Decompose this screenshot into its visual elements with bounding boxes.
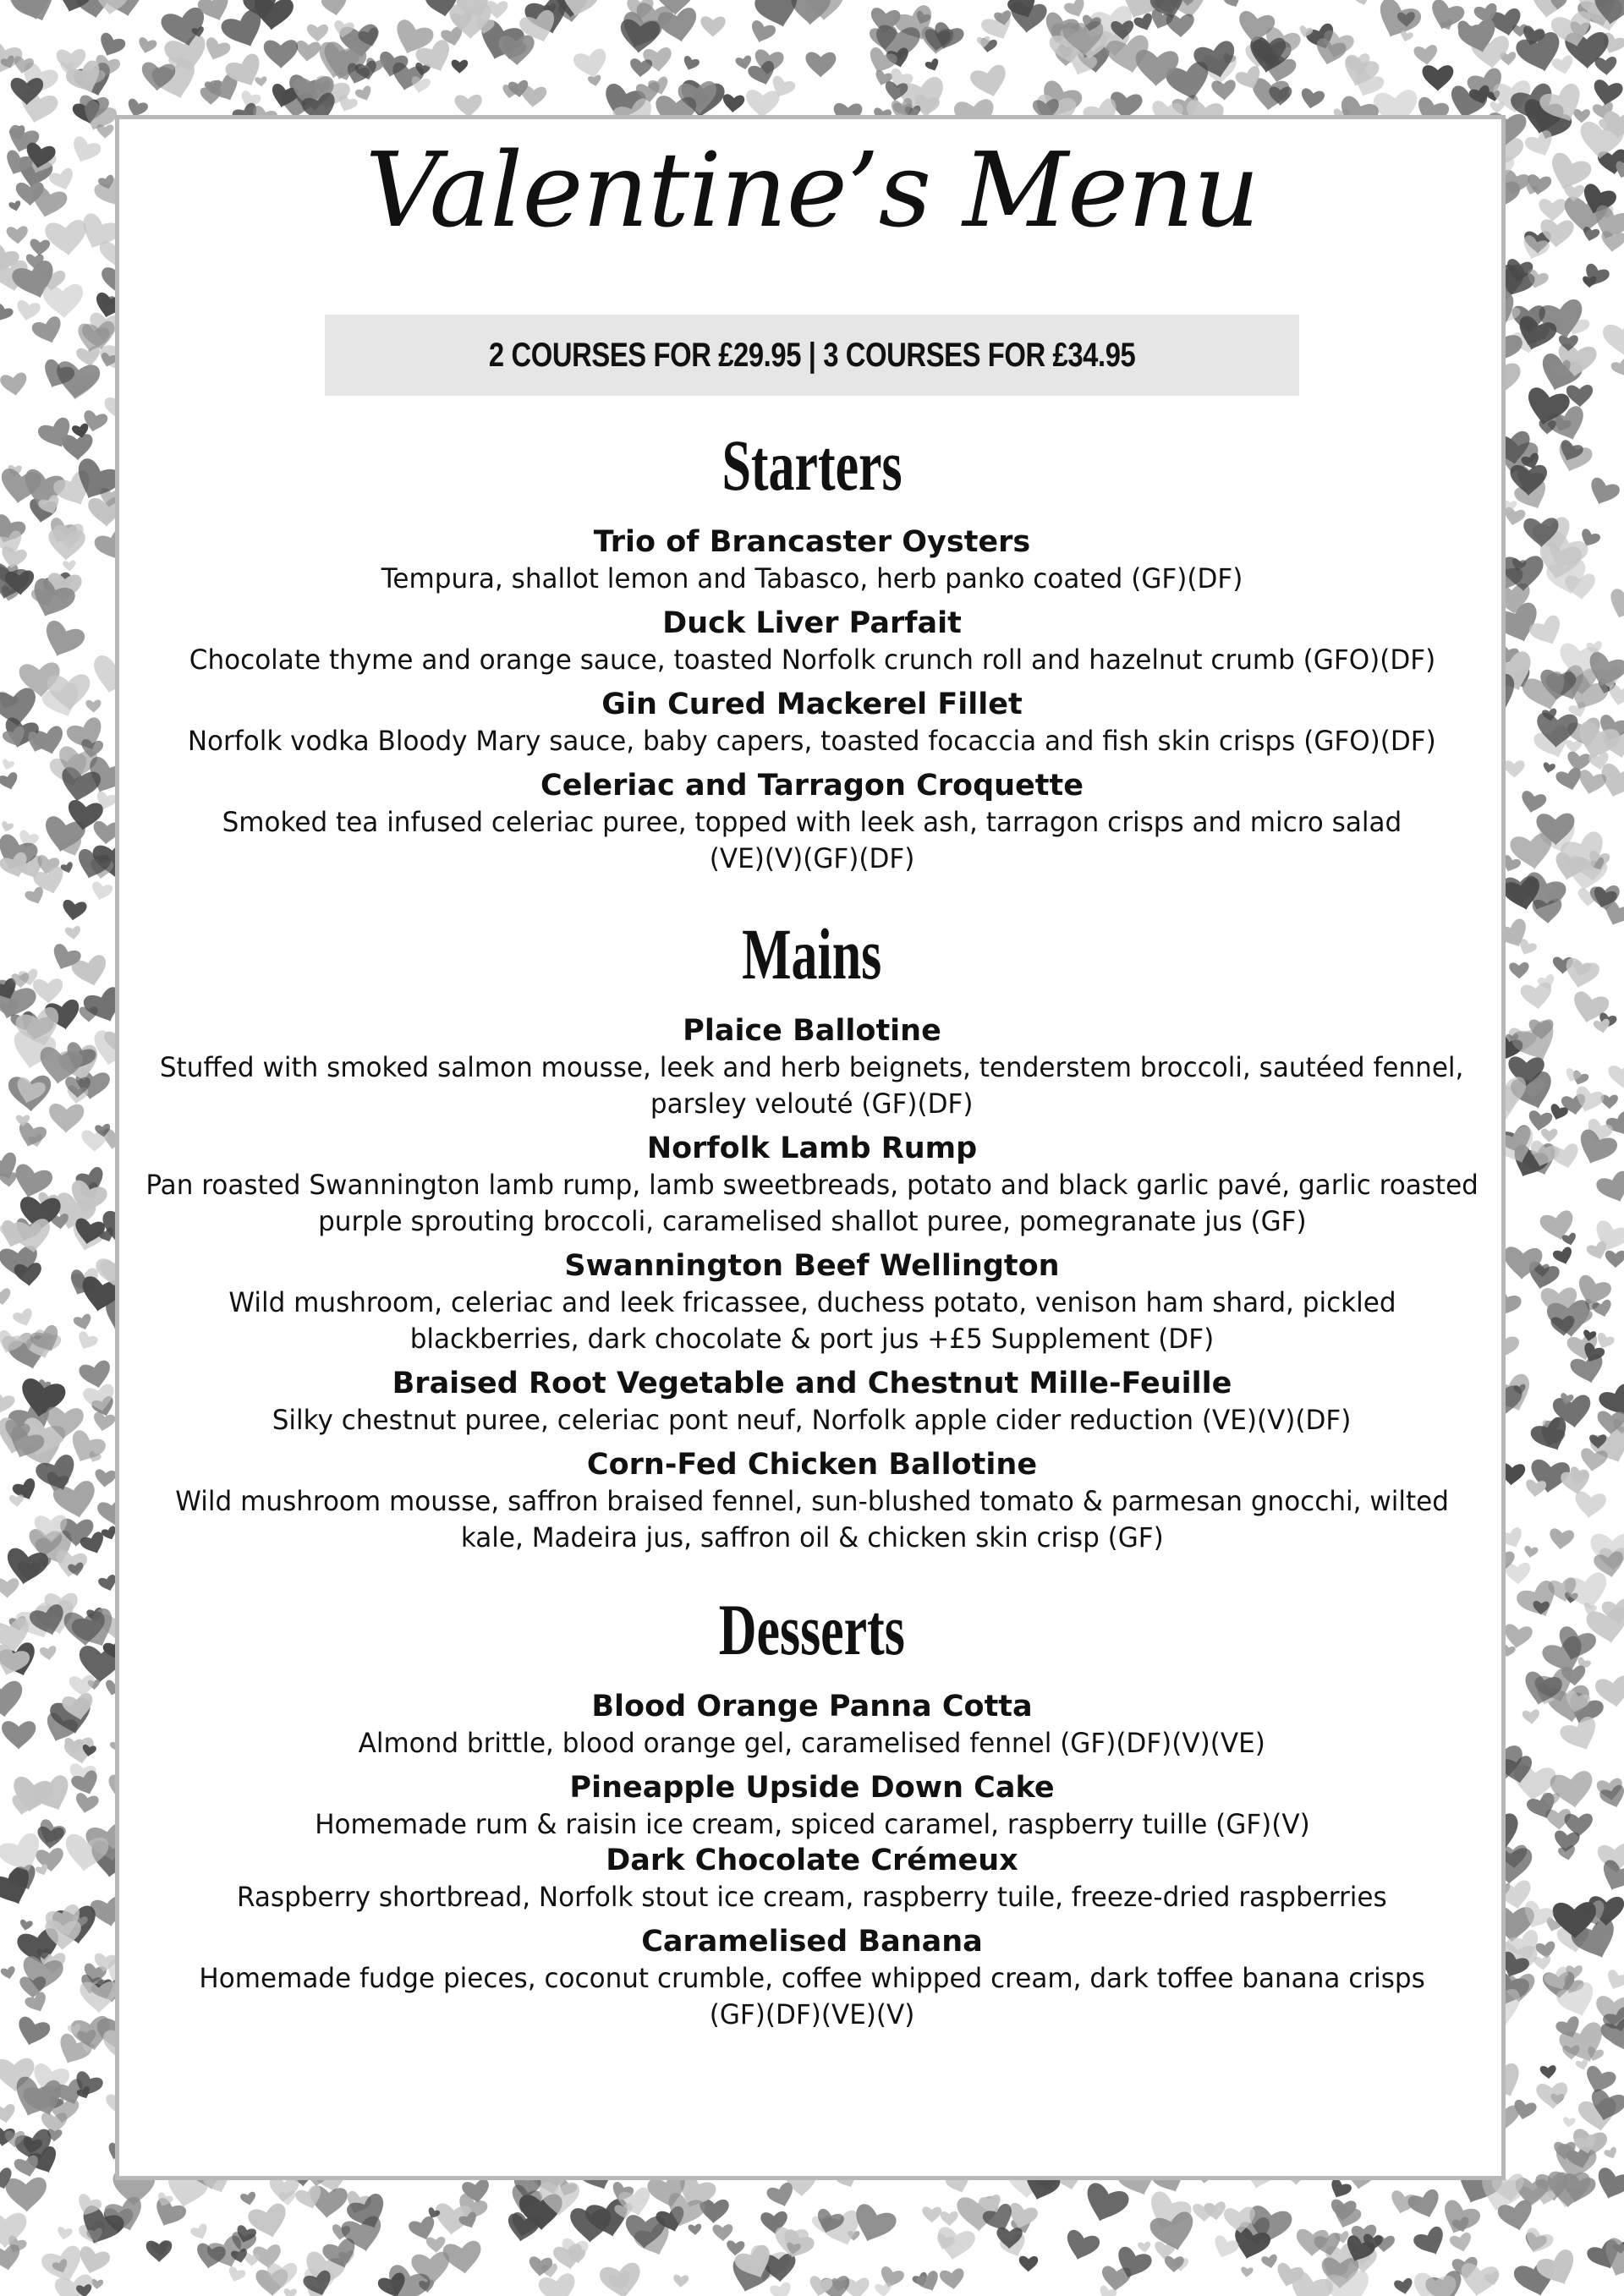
item-description: Stuffed with smoked salmon mousse, leek and herb beignets, tenderstem broccoli, sautéed fennel, (160, 1051, 1464, 1083)
menu-item (0, 524, 1624, 597)
heart-icon (1550, 54, 1575, 76)
menu-item (0, 1689, 1624, 1762)
heart-icon (1566, 385, 1594, 408)
heart-icon (5, 2177, 47, 2212)
heart-icon (294, 40, 321, 63)
heart-icon (537, 2272, 579, 2296)
heart-icon (1436, 2198, 1482, 2240)
item-name: Gin Cured Mackerel Fillet (601, 688, 1023, 721)
item-description: Tempura, shallot lemon and Tabasco, herb panko coated (GF)(DF) (381, 562, 1243, 595)
heart-icon (805, 52, 836, 77)
heart-icon (201, 36, 232, 64)
item-description: Homemade fudge pieces, coconut crumble, coffee whipped cream, dark toffee banana crisps (199, 1962, 1425, 1994)
heart-icon (875, 2282, 892, 2296)
heart-icon (629, 58, 653, 78)
heart-icon (255, 76, 267, 87)
heart-icon (1166, 14, 1194, 38)
heart-icon (700, 16, 726, 37)
heart-icon (1371, 0, 1424, 45)
item-name: Duck Liver Parfait (662, 606, 962, 640)
item-description: blackberries, dark chocolate & port jus +£5 Supplement (DF) (409, 1323, 1215, 1355)
heart-icon (769, 2281, 793, 2296)
heart-icon (426, 2237, 446, 2254)
item-description: (VE)(V)(GF)(DF) (709, 842, 915, 874)
item-description: Wild mushroom, celeriac and leek fricassee, duchess potato, venison ham shard, pickled (228, 1286, 1396, 1318)
heart-icon (442, 2240, 484, 2277)
desserts-section (0, 1587, 1624, 2033)
heart-icon (1573, 109, 1590, 123)
heart-icon (452, 60, 469, 74)
heart-icon (1299, 87, 1325, 111)
menu-title: Valentine’s Menu (365, 130, 1259, 250)
heart-icon (922, 2206, 941, 2222)
heart-icon (1393, 2277, 1414, 2296)
heart-icon (239, 2191, 257, 2206)
heart-icon (1019, 2256, 1039, 2272)
item-description: Norfolk vodka Bloody Mary sauce, baby capers, toasted focaccia and fish skin crisps (GFO)(DF) (188, 725, 1436, 757)
heart-icon (1062, 2228, 1101, 2264)
item-name: Caramelised Banana (641, 1925, 983, 1959)
heart-icon (1562, 2117, 1576, 2129)
heart-icon (91, 2279, 103, 2290)
heart-icon (1413, 44, 1439, 66)
menu-item (0, 1924, 1624, 2033)
heart-icon (939, 2268, 966, 2292)
heart-icon (1261, 2254, 1280, 2270)
menu-item (0, 1248, 1624, 1357)
item-name: Plaice Ballotine (683, 1014, 941, 1048)
mains-section (0, 912, 1624, 1556)
item-description: Chocolate thyme and orange sauce, toasted Norfolk crunch roll and hazelnut crumb (GFO)(DF) (189, 644, 1435, 676)
heart-icon (1240, 2266, 1253, 2277)
heart-icon (1603, 2146, 1619, 2161)
heart-icon (1079, 2181, 1131, 2228)
heart-icon (1610, 357, 1624, 379)
heart-icon (56, 2226, 73, 2241)
item-name: Trio of Brancaster Oysters (593, 525, 1031, 559)
item-description: purple sprouting broccoli, caramelised shallot puree, pomegranate jus (GF) (317, 1205, 1307, 1237)
item-description: Raspberry shortbread, Norfolk stout ice cream, raspberry tuile, freeze-dried raspberries (237, 1881, 1387, 1913)
heart-icon (673, 2275, 689, 2288)
item-name: Norfolk Lamb Rump (646, 1132, 978, 1165)
heart-icon (1521, 2226, 1555, 2258)
menu-item (0, 1447, 1624, 1556)
heart-icon (1592, 2166, 1624, 2204)
heart-icon (42, 283, 85, 319)
menu-item (0, 1013, 1624, 1122)
item-name: Blood Orange Panna Cotta (591, 1690, 1033, 1723)
item-name: Braised Root Vegetable and Chestnut Mille-Feuille (392, 1367, 1232, 1400)
heart-icon (1536, 2082, 1569, 2110)
item-description: kale, Madeira jus, saffron oil & chicken skin crisp (GF) (460, 1521, 1164, 1553)
starters-section (0, 423, 1624, 877)
heart-icon (924, 58, 941, 74)
heart-icon (1138, 2241, 1151, 2253)
heart-icon (90, 881, 114, 903)
heart-icon (681, 55, 700, 73)
price-banner (325, 315, 1299, 396)
heart-icon (688, 2223, 702, 2235)
item-name: Swannington Beef Wellington (564, 1249, 1060, 1283)
heart-icon (189, 2222, 211, 2242)
heart-icon (941, 2211, 958, 2227)
heart-icon (1539, 2065, 1556, 2080)
item-description: Pan roasted Swannington lamb rump, lamb sweetbreads, potato and black garlic pavé, garlic roasted (145, 1169, 1479, 1201)
heart-icon (24, 885, 47, 907)
item-name: Corn-Fed Chicken Ballotine (586, 1448, 1038, 1482)
heart-icon (30, 315, 66, 348)
heart-icon (1412, 2225, 1450, 2260)
heart-icon (915, 2270, 943, 2295)
item-description: (GF)(DF)(VE)(V) (709, 1998, 915, 2030)
item-description: Wild mushroom mousse, saffron braised fennel, sun-blushed tomato & parmesan gnocchi, wilted (175, 1485, 1449, 1517)
menu-item (0, 687, 1624, 759)
heart-icon (721, 94, 744, 113)
heart-icon (748, 19, 777, 47)
heart-icon (1387, 2189, 1418, 2217)
heart-icon (1354, 0, 1371, 7)
item-description: parsley velouté (GF)(DF) (650, 1088, 974, 1120)
item-description: Almond brittle, blood orange gel, caramelised fennel (GF)(DF)(V)(VE) (358, 1727, 1266, 1759)
heart-icon (1602, 321, 1624, 358)
item-name: Celeriac and Tarragon Croquette (540, 769, 1084, 803)
menu-item (0, 768, 1624, 877)
heart-icon (0, 372, 29, 397)
heart-icon (307, 25, 328, 42)
heart-icon (1449, 2232, 1474, 2255)
heart-icon (1423, 65, 1454, 91)
heart-icon (1594, 57, 1617, 76)
menu-item (0, 1770, 1624, 1843)
heart-icon (321, 0, 348, 18)
desserts-heading: Desserts (718, 1589, 906, 1670)
heart-icon (1399, 30, 1413, 44)
menu-item (0, 1131, 1624, 1240)
heart-icon (712, 2224, 733, 2242)
item-description: Homemade rum & raisin ice cream, spiced caramel, raspberry tuille (GF)(V) (314, 1808, 1310, 1840)
item-name: Pineapple Upside Down Cake (569, 1771, 1055, 1805)
heart-icon (968, 63, 1011, 101)
heart-icon (1327, 2178, 1353, 2202)
heart-icon (0, 2103, 17, 2124)
mains-heading: Mains (742, 913, 882, 995)
starters-heading: Starters (721, 425, 903, 506)
heart-icon (283, 2288, 297, 2296)
heart-icon (226, 2266, 246, 2284)
heart-icon (0, 303, 14, 324)
heart-icon (1581, 262, 1611, 290)
heart-icon (136, 36, 157, 56)
item-description: Silky chestnut puree, celeriac pont neuf, Norfolk apple cider reduction (VE)(V)(DF) (272, 1404, 1352, 1436)
heart-icon (14, 299, 41, 323)
item-name: Dark Chocolate Crémeux (606, 1844, 1018, 1877)
menu-item (0, 1843, 1624, 1915)
item-description: Smoked tea infused celeriac puree, topped with leek ash, tarragon crisps and micro salad (222, 806, 1402, 838)
heart-icon (1211, 79, 1237, 101)
heart-icon (264, 40, 299, 68)
menu-item (0, 606, 1624, 678)
menu-item (0, 1366, 1624, 1438)
price-line: 2 COURSES FOR £29.95 | 3 COURSES FOR £34.95 (488, 336, 1136, 374)
heart-icon (1223, 0, 1243, 10)
heart-icon (75, 2245, 112, 2278)
heart-icon (598, 2261, 644, 2296)
heart-icon (354, 85, 375, 103)
